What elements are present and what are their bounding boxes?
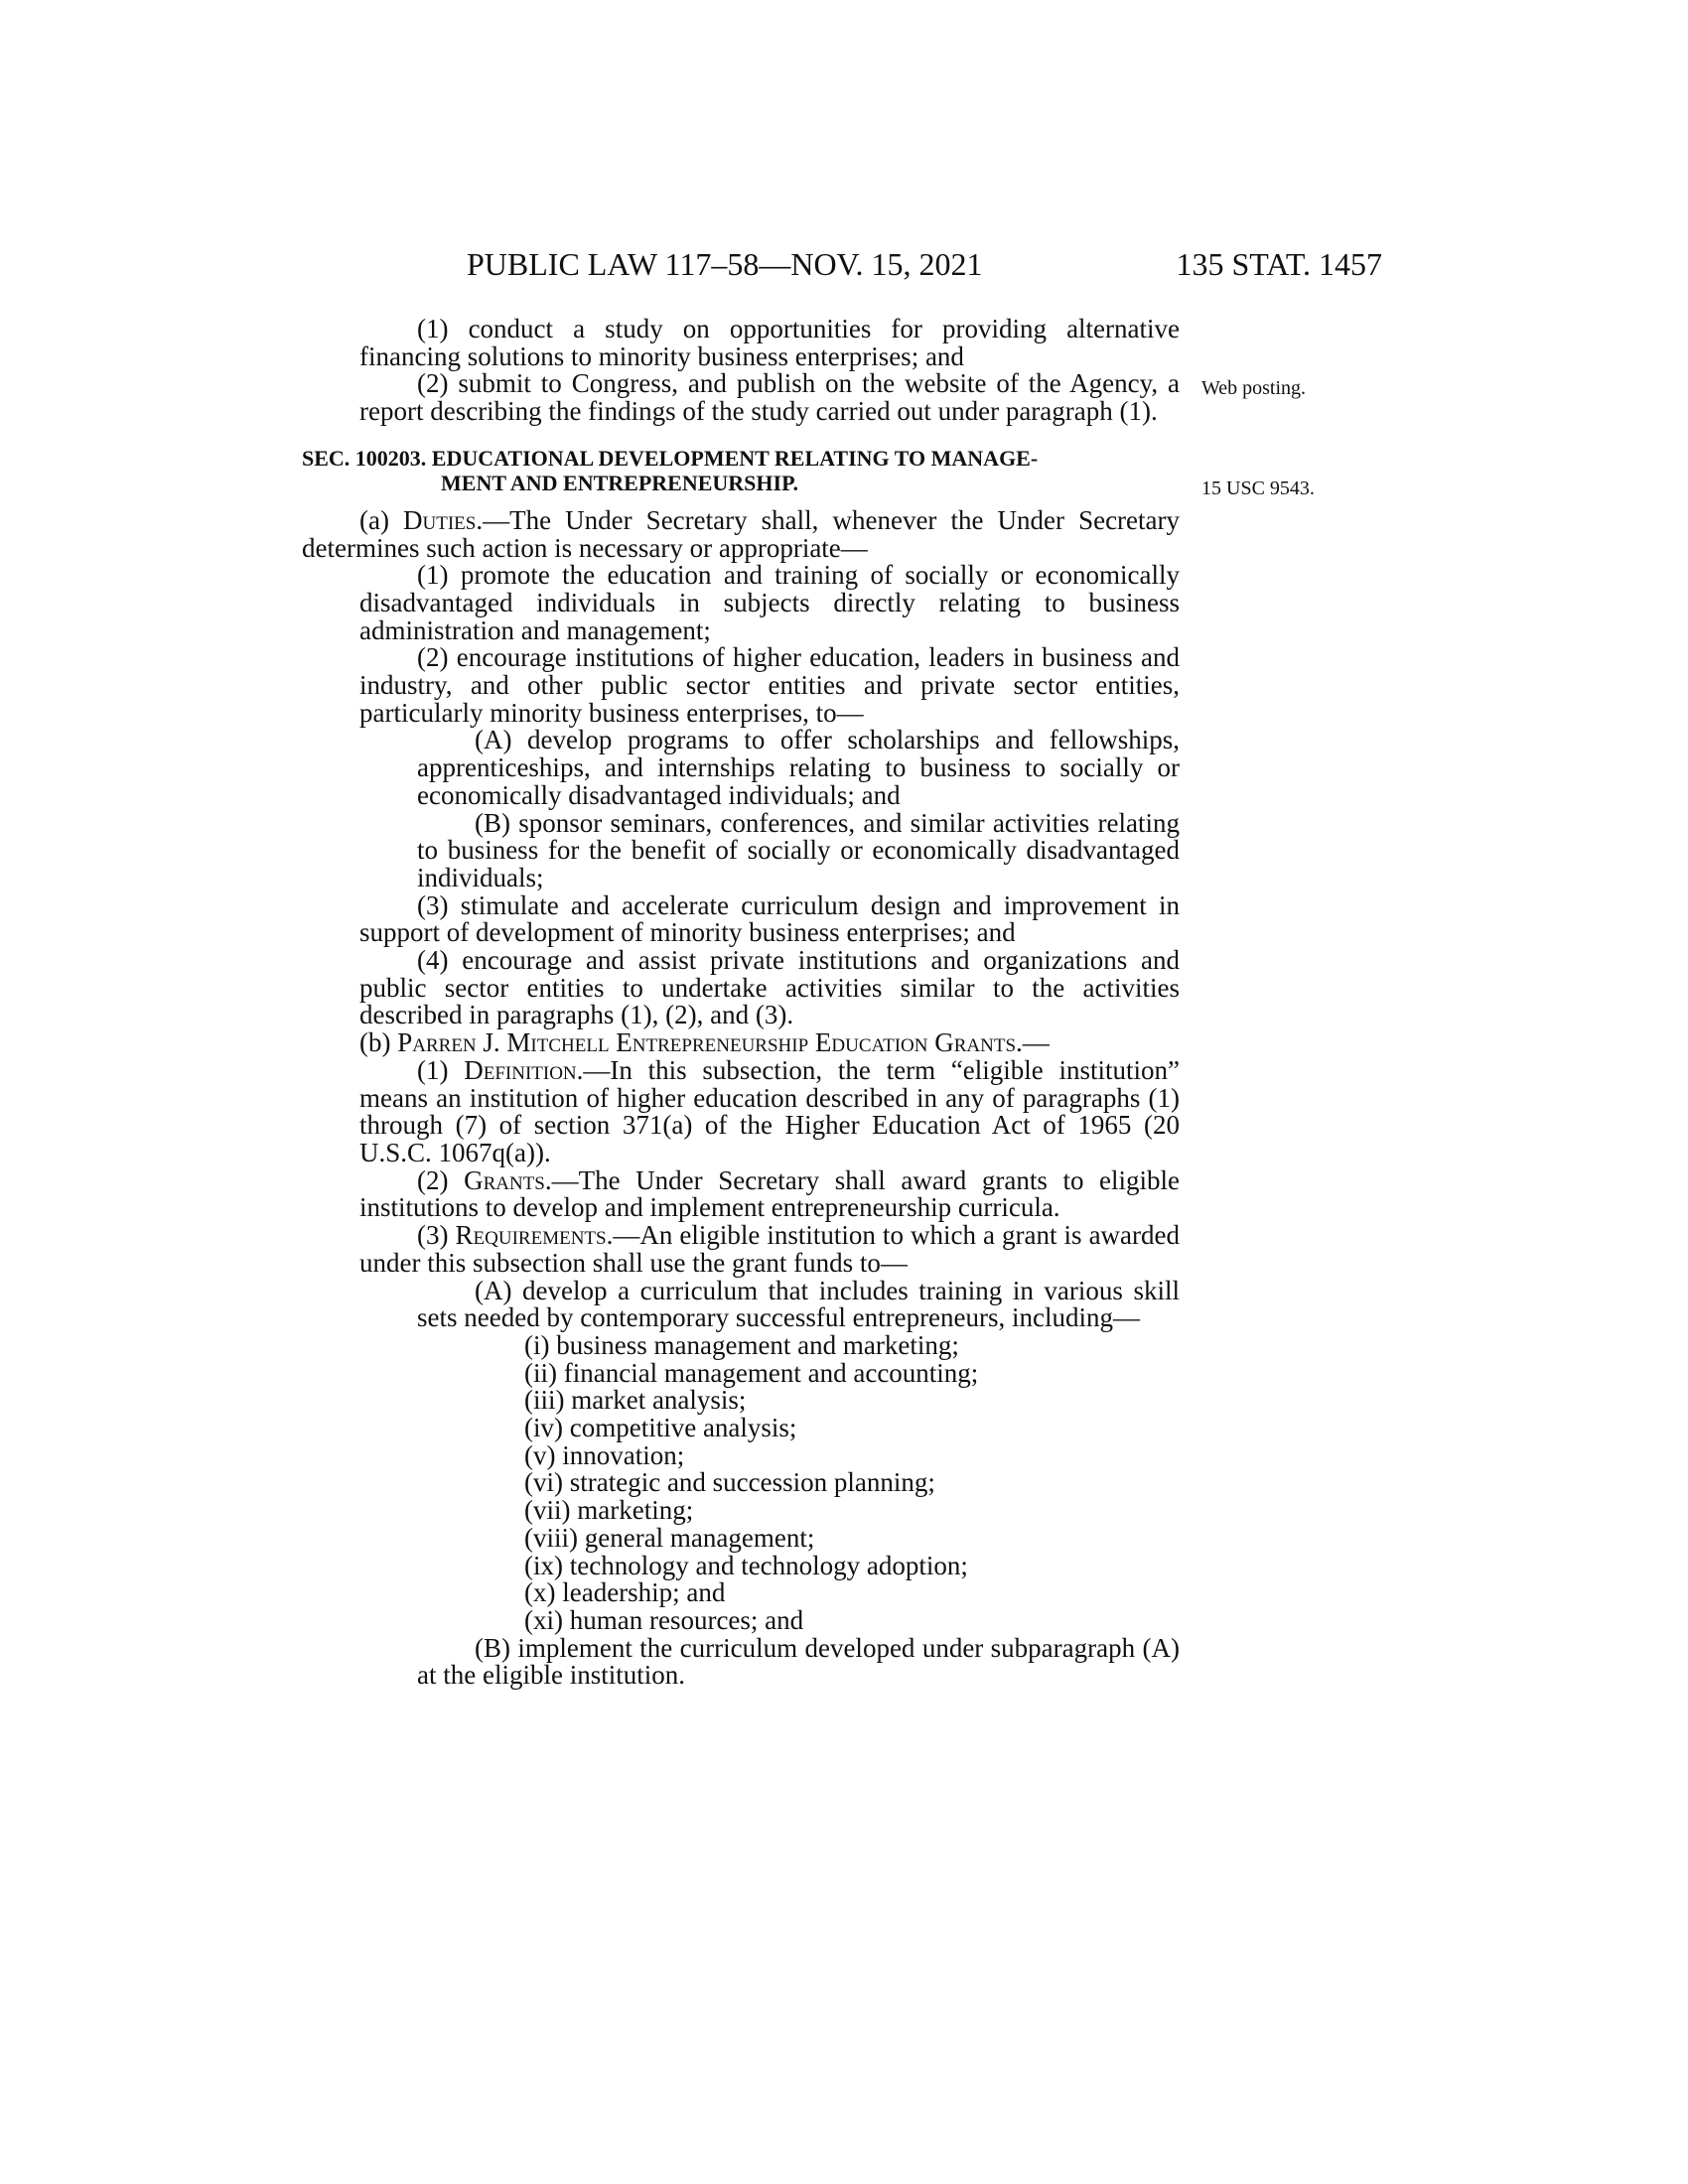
subsection-b: [302, 1029, 1180, 1057]
subsection-b-text: .—: [1016, 1027, 1050, 1058]
subsection-a: [302, 504, 1180, 563]
clause-item: (vi) strategic and succession planning;: [524, 1467, 935, 1498]
subparagraph-a2A: (A) develop programs to offer scholarships and fellowships, apprenticeships, and internships relating to business to socially or economically disadvantaged individuals; and: [417, 725, 1180, 810]
clause-item: (iv) competitive analysis;: [524, 1413, 797, 1443]
section-heading-line2: MENT AND ENTREPRENEURSHIP.: [441, 470, 799, 495]
subsection-a-text: .—The Under Secretary shall, whenever the Under Secretary determines such action is necessary or appropriate—: [302, 504, 1180, 563]
section-heading: [302, 446, 1180, 495]
paragraph-1: (1) conduct a study on opportunities for providing alternative financing solutions to minority business enterprises; and: [359, 314, 1180, 371]
margin-note-web-posting: Web posting.: [1201, 377, 1307, 399]
clause-item: (vii) marketing;: [524, 1495, 694, 1526]
paragraph-b2-label: (2): [417, 1164, 465, 1195]
subsection-a-label: (a): [359, 504, 404, 535]
paragraph-b3-heading: Requirements: [455, 1220, 607, 1251]
paragraph-b1-heading: Definition: [464, 1054, 577, 1085]
subparagraph-b3A: (A) develop a curriculum that includes training in various skill sets needed by contemporary successful entrepreneurs, including—: [417, 1275, 1180, 1333]
section-heading-line1: SEC. 100203. EDUCATIONAL DEVELOPMENT RELATING TO MANAGE-: [302, 445, 1039, 471]
subsection-a-heading: Duties: [403, 504, 477, 535]
clause-item: (ii) financial management and accounting;: [524, 1357, 979, 1388]
paragraph-b2-heading: Grants: [464, 1164, 545, 1195]
clause-item: (x) leadership; and: [524, 1577, 726, 1608]
clause-list: [302, 1329, 1180, 1635]
clause-item: (i) business management and marketing;: [524, 1329, 959, 1360]
paragraph-b3-text: .—An eligible institution to which a grant is awarded under this subsection shall use the grant funds to—: [359, 1220, 1181, 1278]
margin-note-usc: 15 USC 9543.: [1201, 478, 1315, 499]
subparagraph-b3B: (B) implement the curriculum developed under subparagraph (A) at the eligible institution.: [417, 1632, 1180, 1691]
paragraph-b3-label: (3): [417, 1220, 456, 1251]
public-law-citation: PUBLIC LAW 117–58—NOV. 15, 2021: [467, 246, 983, 282]
document-body: [302, 316, 1180, 1690]
clause-item: (ix) technology and technology adoption;: [524, 1550, 968, 1580]
paragraph-b1-text: .—In this subsection, the term “eligible institution” means an institution of higher education described in any of paragraphs (1) through (7) of section 371(a) of the Higher Education Act of 1965 (20 U.S.C. 1067q(a)).: [359, 1054, 1180, 1167]
subsection-b-heading: Parren J. Mitchell Entrepreneurship Education Grants: [397, 1027, 1017, 1058]
paragraph-a4: (4) encourage and assist private institutions and organizations and public sector entities to undertake activities similar to the activities described in paragraphs (1), (2), and (3).: [359, 945, 1180, 1030]
paragraph-b1: [302, 1054, 1180, 1167]
paragraph-a2: (2) encourage institutions of higher education, leaders in business and industry, and other public sector entities and private sector entities, particularly minority business enterprises, to—: [359, 642, 1180, 728]
stat-page-number: 135 STAT. 1457: [1176, 246, 1382, 282]
paragraph-a3: (3) stimulate and accelerate curriculum design and improvement in support of development of minority business enterprises; and: [359, 889, 1180, 948]
clause-item: (xi) human resources; and: [524, 1604, 804, 1635]
paragraph-b2: [302, 1164, 1181, 1223]
paragraph-b3: [302, 1222, 1180, 1277]
subparagraph-a2B: (B) sponsor seminars, conferences, and similar activities relating to business for the benefit of socially or economically disadvantaged individuals;: [417, 807, 1180, 892]
clause-item: (iii) market analysis;: [524, 1385, 747, 1416]
paragraph-b1-label: (1): [417, 1054, 465, 1085]
clause-item: (v) innovation;: [524, 1439, 685, 1470]
paragraph-b2-text: .—The Under Secretary shall award grants to eligible institutions to develop and implement entrepreneurship curricula.: [359, 1164, 1181, 1223]
page-header: [467, 246, 1382, 286]
subsection-b-label: (b): [359, 1027, 398, 1058]
paragraph-2: (2) submit to Congress, and publish on the website of the Agency, a report describing the findings of the study carried out under paragraph (1).: [359, 368, 1180, 427]
paragraph-a1: (1) promote the education and training of socially or economically disadvantaged individuals in subjects directly relating to business administration and management;: [359, 560, 1180, 645]
clause-item: (viii) general management;: [524, 1522, 815, 1553]
